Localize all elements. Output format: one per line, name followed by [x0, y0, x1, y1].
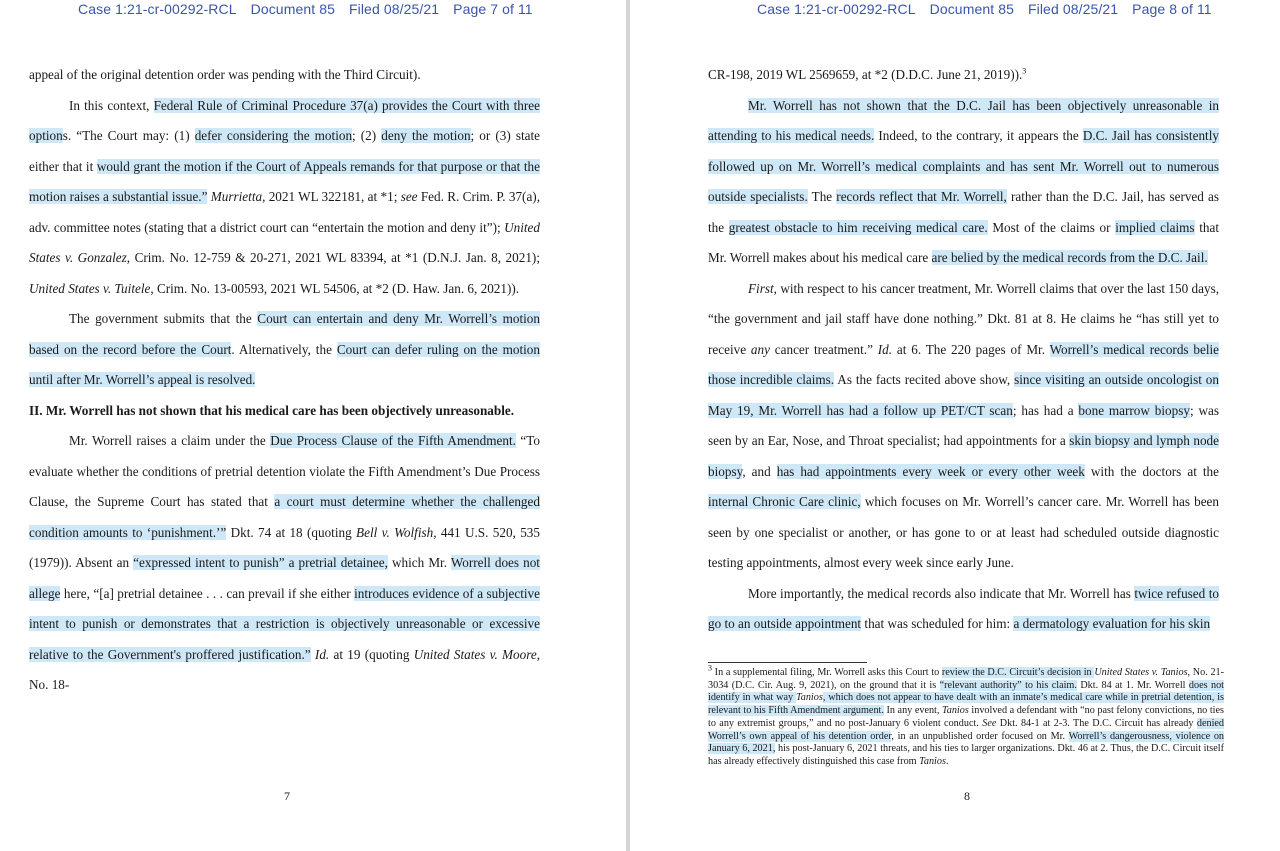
paragraph: In this context, Federal Rule of Criminal Procedure 37(a) provides the Court with three options. “The Court may: (1) defer considering the motion; (2) deny the motion; or (3) state either that it would grant the motion if the Court of Appeals remands for that purpose or that the motion raises a substantial issue.” Murrietta, 2021 WL 322181, at *1; see Fed. R. Crim. P. 37(a), adv. committee notes (stating that a district court can “entertain the motion and deny it”); United States v. Gonzalez, Crim. No. 12-759 & 20-271, 2021 WL 83394, at *1 (D.N.J. Jan. 8, 2021); United States v. Tuitele, Crim. No. 13-00593, 2021 WL 54506, at *2 (D. Haw. Jan. 6, 2021)). — [29, 97, 541, 296]
footnote: $^3$ In a supplemental filing, Mr. Worrell asks this Court to review the D.C. Circuit’s decision in United States v. Tanios, No. 21-3034 (D.C. Cir. Aug. 9, 2021), on the ground that it is “relevant authority” to his claim. Dkt. 84 at 1. Mr. Worrell does not identify in what way Tanios, which does not appear to have dealt with an inmate’s medical care while in pretrial detention, is relevant to his Fifth Amendment argument. In any event, Tanios involved a defendant with “no past felony convictions, no ties to any extremist groups,” and no post-January 6 violent conduct. See Dkt. 84-1 at 2-3. The D.C. Circuit has already denied Worrell’s own appeal of his detention order, in an unpublished order focused on Mr. Worrell’s dangerousness, violence on January 6, 2021, his post-January 6, 2021 threats, and his ties to larger organizations. Dkt. 46 at 2. Thus, the D.C. Circuit itself has already effectively distinguished this case from Tanios. — [708, 663, 1225, 767]
paragraph: appeal of the original detention order was pending with the Third Circuit). — [29, 67, 421, 82]
footnote-marker: 3 — [1022, 66, 1027, 76]
page-header — [78, 1, 543, 17]
document-number: Document 85 — [929, 1, 1014, 17]
page-body — [708, 60, 1219, 640]
document-number: Document 85 — [250, 1, 335, 17]
page-indicator: Page 8 of 11 — [1132, 1, 1212, 17]
paragraph: First, with respect to his cancer treatment, Mr. Worrell claims that over the last 150 days, “the government and jail staff have done nothing.” Dkt. 81 at 8. He claims he “has still yet to receive any cancer treatment.” Id. at 6. The 220 pages of Mr. Worrell’s medical records belie those incredible claims. As the facts recited above show, since visiting an outside oncologist on May 19, Mr. Worrell has had a follow up PET/CT scan; has had a bone marrow biopsy; was seen by an Ear, Nose, and Throat specialist; had appointments for a skin biopsy and lymph node biopsy, and has had appointments every week or every other week with the doctors at the internal Chronic Care clinic, which focuses on Mr. Worrell’s cancer care. Mr. Worrell has been seen by one specialist or another, or has gone to or at least had scheduled outside diagnostic testing appointments, almost every week since early June. — [708, 280, 1220, 570]
page-number: 8 — [964, 789, 970, 803]
page-number: 7 — [284, 789, 290, 803]
paragraph: CR-198, 2019 WL 2569659, at *2 (D.D.C. June 21, 2019)).$^3$ — [708, 66, 1027, 82]
paragraph: Mr. Worrell has not shown that the D.C. Jail has been objectively unreasonable in attending to his medical needs. Indeed, to the contrary, it appears the D.C. Jail has consistently followed up on Mr. Worrell’s medical complaints and has sent Mr. Worrell out to numerous outside specialists. The records reflect that Mr. Worrell, rather than the D.C. Jail, has served as the greatest obstacle to him receiving medical care. Most of the claims or implied claims that Mr. Worrell makes about his medical care are belied by the medical records from the D.C. Jail. — [708, 97, 1219, 265]
paragraph: More importantly, the medical records also indicate that Mr. Worrell has twice refused to go to an outside appointment that was scheduled for him: a dermatology evaluation for his skin — [708, 585, 1219, 631]
document-page-7 — [0, 0, 626, 851]
filed-date: Filed 08/25/21 — [1027, 1, 1119, 17]
paragraph: Mr. Worrell raises a claim under the Due Process Clause of the Fifth Amendment. “To evaluate whether the conditions of pretrial detention violate the Fifth Amendment’s Due Process Clause, the Supreme Court has stated that a court must determine whether the challenged condition amounts to ‘punishment.’” Dkt. 74 at 18 (quoting Bell v. Wolfish, 441 U.S. 520, 535 (1979)). Absent an “expressed intent to punish” a pretrial detainee, which Mr. Worrell does not allege here, “[a] pretrial detainee . . . can prevail if she either introduces evidence of a subjective intent to punish or demonstrates that a restriction is objectively unreasonable or excessive relative to the Government's proffered justification.” Id. at 19 (quoting United States v. Moore, No. 18- — [29, 433, 541, 692]
case-number: Case 1:21-cr-00292-RCL — [757, 1, 916, 17]
filed-date: Filed 08/25/21 — [348, 1, 440, 17]
section-heading: II. Mr. Worrell has not shown that his medical care has been objectively unreasonable. — [29, 402, 515, 418]
case-number: Case 1:21-cr-00292-RCL — [78, 1, 237, 17]
page-indicator: Page 7 of 11 — [453, 1, 533, 17]
page-body — [29, 60, 540, 701]
page-header — [757, 1, 1222, 17]
paragraph: The government submits that the Court can entertain and deny Mr. Worrell’s motion based on the record before the Court. Alternatively, the Court can defer ruling on the motion until after Mr. Worrell’s appeal is resolved. — [29, 311, 540, 387]
document-page-8 — [630, 0, 1280, 851]
footnote-rule — [708, 662, 867, 663]
footnote-number: 3 — [708, 663, 712, 673]
